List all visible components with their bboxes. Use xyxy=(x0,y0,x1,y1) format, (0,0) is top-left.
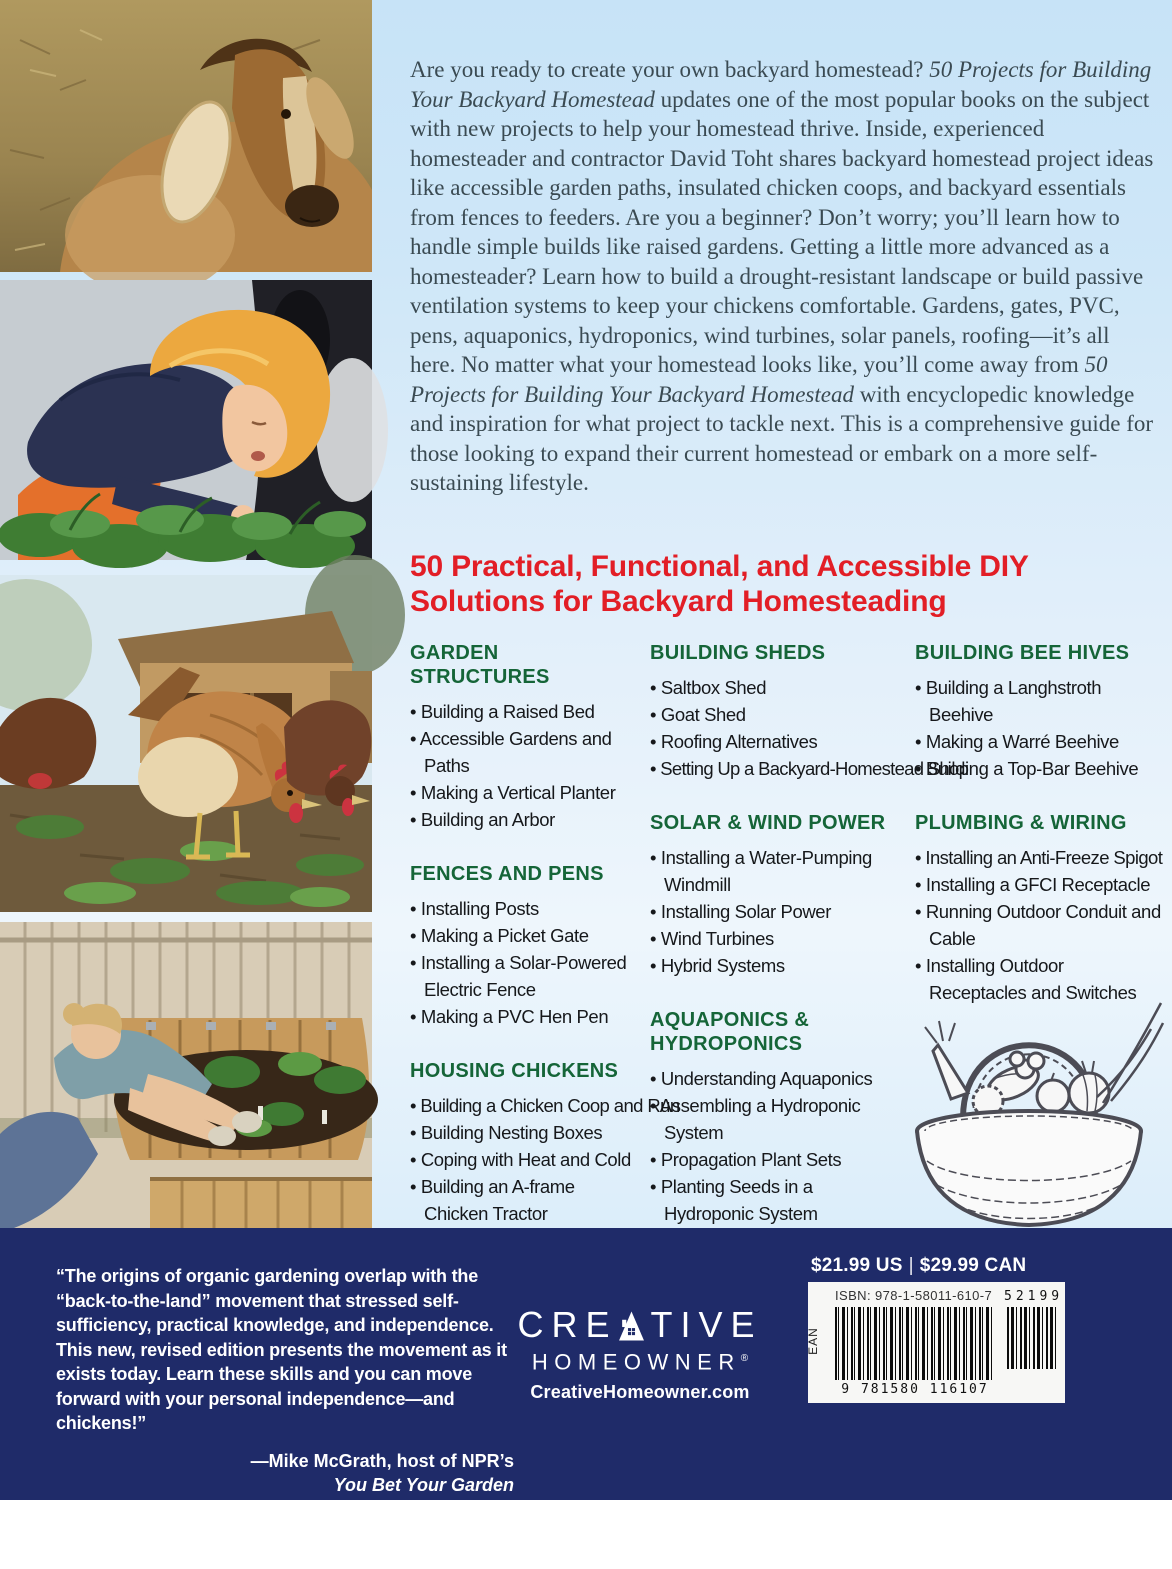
logo-text-cre: CRE xyxy=(517,1304,618,1345)
book-title-italic: 50 Projects for Building Your Backyard Homestead xyxy=(410,352,1108,407)
house-a-icon xyxy=(618,1310,645,1342)
toc-item: • Installing a GFCI Receptacle xyxy=(915,871,1165,898)
publisher-url: CreativeHomeowner.com xyxy=(530,1382,750,1403)
section-garden-structures xyxy=(410,641,638,833)
section-solar-wind-power xyxy=(650,811,902,979)
review-quote-block xyxy=(56,1264,514,1569)
section-title: PLUMBING & WIRING xyxy=(915,812,1127,834)
section-item-list xyxy=(650,1065,902,1227)
intro-text: with encyclopedic knowledge and inspiration for what project to tackle next. This is a comprehensive guide for those looking to expand their current homestead or embark on a more self-sustaining lifestyle. xyxy=(410,381,1154,495)
toc-item: • Understanding Aquaponics xyxy=(650,1065,902,1092)
toc-item: • Building a Top-Bar Beehive xyxy=(915,755,1165,782)
toc-item: • Building a Raised Bed xyxy=(410,698,638,725)
toc-item: • Setting Up a Backyard-Homestead Shop xyxy=(650,755,902,782)
toc-column-1 xyxy=(410,641,680,1256)
basket-drawing xyxy=(893,983,1165,1235)
section-title: GARDEN STRUCTURES xyxy=(410,642,550,688)
toc-item: • Installing a Water-Pumping Windmill xyxy=(650,844,902,898)
toc-item: • Installing an Anti-Freeze Spigot xyxy=(915,844,1165,871)
headline-line-2: Solutions for Backyard Homesteading xyxy=(410,585,947,618)
attribution-show-title: You Bet Your Garden xyxy=(333,1474,514,1495)
section-title: BUILDING BEE HIVES xyxy=(915,642,1130,664)
toc-item: • Building a Langhstroth Beehive xyxy=(915,674,1165,728)
section-item-list xyxy=(650,674,969,782)
toc-item: • Propagation Plant Sets xyxy=(650,1146,902,1173)
price-line xyxy=(811,1255,1060,1285)
attribution-text: magazine xyxy=(431,1546,514,1567)
toc-item: • Roofing Alternatives xyxy=(650,728,902,755)
toc-item: • Installing Outdoor Receptacles and Switches xyxy=(915,952,1165,1006)
publisher-name-line xyxy=(510,1306,770,1344)
quote-attribution xyxy=(56,1449,514,1569)
barcode-main-digits: 9 781580 116107 xyxy=(841,1382,989,1397)
barcode-main-bars xyxy=(835,1307,995,1380)
barcode-addon-digits: 52199 xyxy=(1004,1289,1064,1304)
photo-goat xyxy=(0,0,372,272)
section-title: SOLAR & WIND POWER xyxy=(650,812,886,834)
toc-item: • Installing Posts xyxy=(410,895,638,922)
toc-item: • Installing a Solar-Powered Electric Fence xyxy=(410,949,638,1003)
toc-item: • Planting Seeds in a Hydroponic System xyxy=(650,1173,902,1227)
toc-item: • Making a Warré Beehive xyxy=(915,728,1165,755)
section-building-sheds xyxy=(650,641,969,782)
goat-illustration xyxy=(0,0,372,272)
intro-text: updates one of the most popular books on the subject with new projects to help your homestead thrive. Inside, experienced homesteader and contractor David Toht shares backyard homestead project ideas like accessible garden paths, insulated chicken coops, and backyard essentials from fences to feeders. Are you a beginner? Don’t worry; you’ll learn how to handle simple builds like raised gardens. Getting a little more advanced as a homesteader? Learn how to build a drought-resistant landscape or build passive ventilation systems to keep your chickens comfortable. Gardens, gates, PVC, pens, aquaponics, hydroponics, wind turbines, solar panels, roofing—it’s all here. No matter what your homestead looks like, you’ll come away from xyxy=(410,86,1154,377)
toc-item: • Goat Shed xyxy=(650,701,902,728)
isbn-label: ISBN: 978-1-58011-610-7 xyxy=(835,1288,993,1303)
toc-item: • Building Nesting Boxes xyxy=(410,1119,638,1146)
intro-text: Are you ready to create your own backyard homestead? xyxy=(410,57,930,82)
attribution-line-1 xyxy=(56,1449,514,1497)
attribution-text: —Mike McGrath, host of NPR’s xyxy=(250,1450,514,1471)
review-quote: “The origins of organic gardening overlap with the “back-to-the-land” movement that stressed self-sufficiency, practical knowledge, and independence. This new, revised edition presents the movement as it exists today. Learn these skills and you can move forward with your personal independence—and chickens!” xyxy=(56,1266,507,1433)
photo-garden xyxy=(0,922,372,1228)
ean-label: EAN xyxy=(805,1327,820,1355)
vegetable-basket-illustration xyxy=(893,983,1165,1235)
section-housing-chickens xyxy=(410,1059,680,1227)
book-title-italic: 50 Projects for Building Your Backyard Homestead xyxy=(410,57,1152,112)
price-can: $29.99 CAN xyxy=(919,1255,1027,1276)
toc-item: • Making a PVC Hen Pen xyxy=(410,1003,638,1030)
section-building-bee-hives xyxy=(915,641,1165,782)
child-illustration xyxy=(0,280,372,560)
section-title: AQUAPONICS & HYDROPONICS xyxy=(650,1009,810,1055)
photo-chickens xyxy=(0,575,372,912)
attribution-text: and former editor-in-chief of xyxy=(272,1498,514,1519)
section-item-list xyxy=(650,844,902,979)
section-item-list xyxy=(915,844,1165,1006)
toc-item: • Coping with Heat and Cold xyxy=(410,1146,638,1173)
barcode-panel xyxy=(805,1282,1065,1403)
publisher-logo xyxy=(510,1306,770,1403)
garden-illustration xyxy=(0,922,372,1228)
section-title: BUILDING SHEDS xyxy=(650,642,826,664)
toc-item: • Building an Arbor xyxy=(410,806,638,833)
toc-column-3 xyxy=(915,641,1165,1035)
toc-item: • Installing Solar Power xyxy=(650,898,902,925)
section-title: FENCES AND PENS xyxy=(410,863,604,885)
chickens-illustration xyxy=(0,575,372,912)
intro-paragraph xyxy=(410,55,1155,498)
toc-item: • Making a Picket Gate xyxy=(410,922,638,949)
toc-item: • Making a Vertical Planter xyxy=(410,779,638,806)
headline-line-1: 50 Practical, Functional, and Accessible DIY xyxy=(410,550,1029,583)
publisher-name-line-2 xyxy=(510,1347,770,1374)
section-item-list xyxy=(915,674,1165,782)
price-us: $21.99 US xyxy=(811,1255,903,1276)
price-divider: | xyxy=(908,1255,914,1276)
section-plumbing-wiring xyxy=(915,811,1165,1006)
toc-item: • Saltbox Shed xyxy=(650,674,902,701)
section-item-list xyxy=(410,698,638,833)
barcode-addon-bars xyxy=(1007,1307,1059,1369)
registered-mark: ® xyxy=(740,1353,749,1364)
section-item-list xyxy=(410,1092,680,1227)
toc-column-2 xyxy=(650,641,969,1256)
toc-item: • Running Outdoor Conduit and Cable xyxy=(915,898,1165,952)
toc-item: • Building an A-frame Chicken Tractor xyxy=(410,1173,638,1227)
toc-item: • Assembling a Hydroponic System xyxy=(650,1092,902,1146)
photo-child xyxy=(0,280,372,560)
toc-item: • Hybrid Systems xyxy=(650,952,902,979)
logo-text-tive: TIVE xyxy=(650,1304,763,1345)
attribution-line-2 xyxy=(56,1497,514,1569)
section-title: HOUSING CHICKENS xyxy=(410,1060,619,1082)
section-fences-and-pens xyxy=(410,862,638,1030)
section-headline xyxy=(410,549,1170,619)
toc-item: • Wind Turbines xyxy=(650,925,902,952)
footer-bar xyxy=(0,1228,1172,1567)
section-item-list xyxy=(410,895,638,1030)
attribution-magazine-title: Organic Gardening xyxy=(350,1522,514,1543)
logo-text-homeowner: HOMEOWNER xyxy=(531,1349,741,1375)
toc-item: • Accessible Gardens and Paths xyxy=(410,725,638,779)
toc-item: • Building a Chicken Coop and Run xyxy=(410,1092,638,1119)
section-aquaponics-hydroponics xyxy=(650,1008,902,1227)
